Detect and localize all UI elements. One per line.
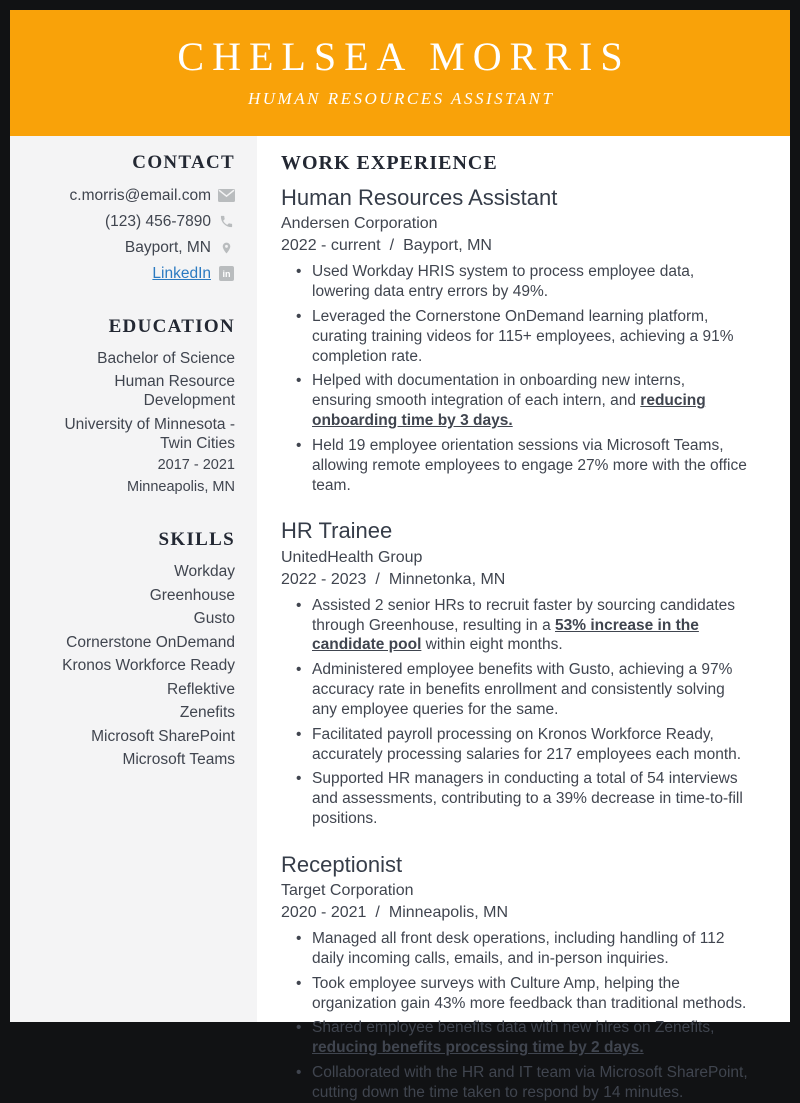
job-company: UnitedHealth Group: [281, 548, 423, 566]
skill-item: Greenhouse: [149, 586, 235, 604]
skills-list: [40, 562, 235, 770]
contact-list: [40, 185, 235, 284]
envelope-icon: [218, 189, 235, 202]
bullet-emphasis-text: reducing onboarding time by 3 days.: [312, 392, 706, 430]
contact-text: c.morris@email.com: [69, 186, 211, 204]
person-job-title: HUMAN RESOURCES ASSISTANT: [248, 89, 555, 108]
skill-item: Cornerstone OnDemand: [66, 633, 235, 651]
bullet-text: Supported HR managers in conducting a total of 54 interviews and assessments, contributing to a 39% decrease in time-to-fill positions.: [312, 770, 743, 827]
bullet-emphasis-text: 53% increase in the candidate pool: [312, 616, 699, 654]
sidebar: [10, 136, 257, 1022]
content-columns: [10, 136, 790, 1101]
skills-section: [40, 529, 235, 770]
bullet-text: within eight months.: [421, 636, 563, 654]
bullet-text: Collaborated with the HR and IT team via Microsoft SharePoint, cutting down the time taken to respond by 14 minutes.: [312, 1064, 748, 1101]
contact-item: [40, 185, 235, 206]
job-dates: 2022 - 2023: [281, 570, 367, 588]
job-bullet: [281, 1063, 748, 1103]
job-dates-location: [281, 571, 748, 589]
person-name: CHELSEA MORRIS: [177, 34, 631, 79]
job-dates-location: [281, 904, 748, 922]
job-entry: [281, 518, 748, 828]
job-bullet: [281, 974, 748, 1014]
dates-location-separator: /: [375, 570, 380, 588]
education-section: [40, 316, 235, 497]
job-title: Receptionist: [281, 851, 403, 877]
contact-item: [40, 237, 235, 258]
bullet-text: Helped with documentation in onboarding new interns, ensuring smooth integration of each intern, and: [312, 372, 686, 410]
job-dates: 2020 - 2021: [281, 904, 367, 922]
bullet-text: Held 19 employee orientation sessions via Microsoft Teams, allowing remote employees to engage 27% more with the office team.: [312, 436, 747, 494]
contact-item: [40, 211, 235, 232]
education-dates: 2017 - 2021: [157, 457, 235, 474]
work-experience-section: [257, 136, 790, 1101]
skill-item: Microsoft Teams: [122, 751, 235, 769]
job-company: Andersen Corporation: [281, 215, 438, 233]
contact-section: [40, 152, 235, 284]
job-company: Target Corporation: [281, 882, 414, 900]
bullet-text: Used Workday HRIS system to process employee data, lowering data entry errors by 49%.: [312, 263, 695, 301]
education-school: University of Minnesota - Twin Cities: [64, 415, 235, 452]
jobs-list: [281, 185, 748, 1103]
job-bullet: [281, 1018, 748, 1058]
bullet-text: Managed all front desk operations, including handling of 112 daily incoming calls, emails, and in-person inquiries.: [312, 930, 725, 967]
education-location: Minneapolis, MN: [127, 479, 235, 496]
job-entry: [281, 185, 748, 495]
job-bullet: [281, 596, 748, 655]
education-heading: EDUCATION: [108, 316, 235, 337]
bullet-text: Leveraged the Cornerstone OnDemand learning platform, curating training videos for 115+ employees, achieving a 91% completion rate.: [312, 307, 734, 365]
skill-item: Microsoft SharePoint: [91, 727, 235, 745]
linkedin-icon: [218, 266, 235, 281]
job-entry: [281, 852, 748, 1103]
work-experience-heading: WORK EXPERIENCE: [281, 152, 498, 174]
job-title: Human Resources Assistant: [281, 185, 558, 210]
job-bullet-list: [281, 929, 748, 1103]
job-location: Minnetonka, MN: [388, 570, 506, 588]
job-bullet: [281, 929, 748, 969]
job-dates-location: [281, 237, 748, 255]
job-bullet: [281, 769, 748, 828]
dates-location-separator: /: [389, 237, 395, 255]
dates-location-separator: /: [375, 904, 380, 922]
phone-icon: [218, 214, 235, 229]
contact-text: Bayport, MN: [124, 238, 211, 256]
job-bullet: [281, 725, 748, 765]
bullet-text: Assisted 2 senior HRs to recruit faster by sourcing candidates through Greenhouse, resulting in a: [312, 596, 735, 634]
job-dates: 2022 - current: [281, 237, 381, 255]
job-bullet: [281, 660, 748, 719]
bullet-emphasis-text: reducing benefits processing time by 2 days.: [312, 1039, 644, 1057]
page-body: [10, 10, 790, 1101]
svg-text:in: in: [222, 269, 231, 280]
bullet-text: Shared employee benefits data with new hires on Zenefits,: [312, 1019, 715, 1037]
job-location: Minneapolis, MN: [388, 904, 509, 922]
education-degree: Bachelor of Science: [97, 350, 235, 367]
contact-heading: CONTACT: [132, 152, 235, 173]
skills-heading: SKILLS: [158, 529, 235, 551]
job-title: HR Trainee: [281, 518, 393, 544]
job-bullet: [281, 262, 748, 302]
job-bullet: [281, 436, 748, 495]
skill-item: Workday: [174, 563, 235, 581]
skill-item: Gusto: [193, 610, 235, 628]
education-field: Human Resource Development: [114, 373, 235, 410]
job-bullet-list: [281, 596, 748, 829]
header-banner: [10, 10, 790, 136]
job-bullet: [281, 307, 748, 366]
linkedin-link[interactable]: LinkedIn: [152, 264, 211, 282]
bullet-text: Took employee surveys with Culture Amp, helping the organization gain 43% more feedback than traditional methods.: [312, 974, 747, 1012]
skill-item: Kronos Workforce Ready: [62, 657, 235, 675]
job-bullet-list: [281, 262, 748, 495]
job-location: Bayport, MN: [403, 237, 492, 255]
skill-item: Zenefits: [179, 704, 235, 722]
bullet-text: Administered employee benefits with Gusto, achieving a 97% accuracy rate in benefits enrollment and consistently solving any employee queries for the same.: [312, 661, 733, 718]
skill-item: Reflektive: [166, 680, 235, 698]
bullet-text: Facilitated payroll processing on Kronos Workforce Ready, accurately processing salaries for 217 employees each month.: [312, 725, 742, 763]
job-bullet: [281, 371, 748, 430]
contact-item: [40, 263, 235, 284]
location-pin-icon: [218, 240, 235, 256]
contact-text: (123) 456-7890: [105, 212, 211, 230]
